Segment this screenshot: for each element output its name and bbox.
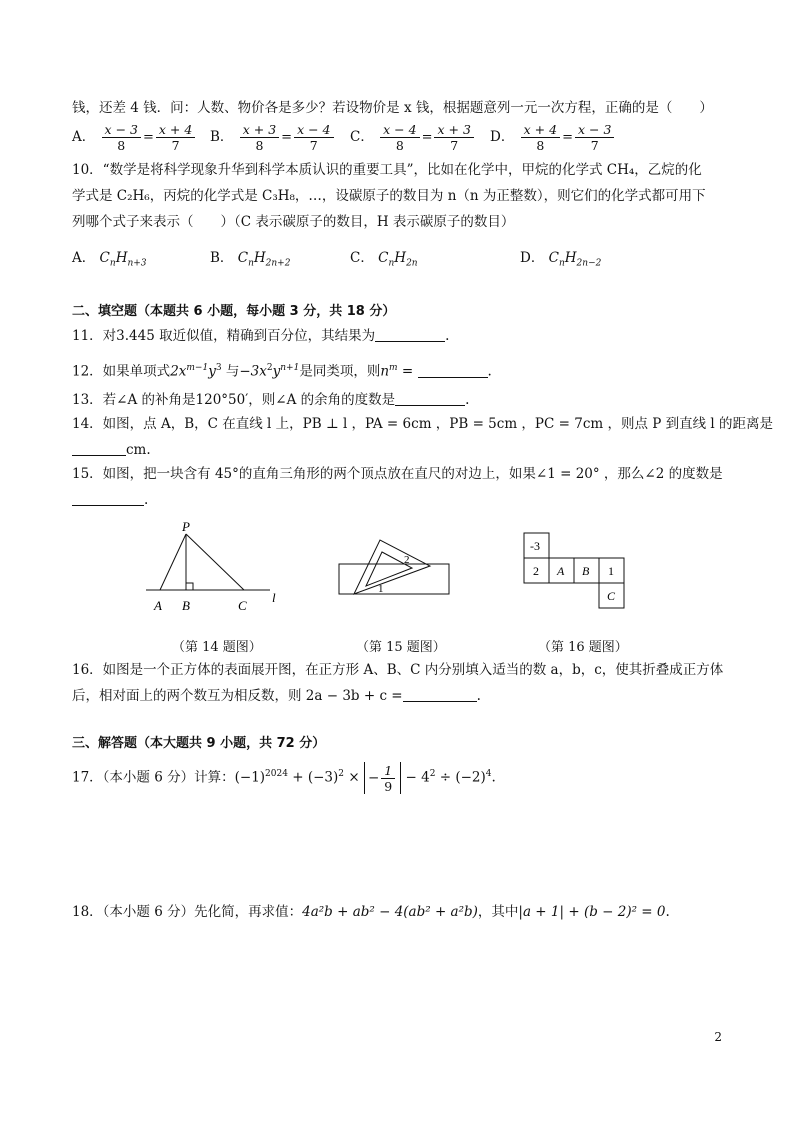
q12: 12．如果单项式$2x^{m-1}y^3$ 与$-3x^2y^{n+1}$是同类项，则$n^m$ = . — [72, 363, 492, 380]
section-2-title: 二、填空题（本题共 6 小题，每小题 3 分，共 18 分） — [72, 304, 396, 319]
fraction: $\frac{x + 4}{7}$ — [156, 122, 195, 153]
q10-option-c[interactable]: C． $C_nH_{2n}$ — [350, 250, 418, 269]
fraction: $\frac{1}{9}$ — [381, 763, 395, 794]
q9-option-c[interactable]: C． $\frac{x - 4}{8}$ = $\frac{x + 3}{7}$ — [350, 122, 476, 153]
fraction: $\frac{x - 4}{7}$ — [294, 122, 333, 153]
figure-14-caption: （第 14 题图） — [172, 640, 262, 655]
figure-15 — [334, 530, 454, 600]
q9-option-a[interactable]: A． $\frac{x - 3}{8}$ = $\frac{x + 4}{7}$ — [72, 122, 197, 153]
set-square-outer — [354, 540, 430, 594]
q15-line1: 15．如图，把一块含有 45°的直角三角形的两个顶点放在直尺的对边上，如果∠1 = 20° ，那么∠2 的度数是 — [72, 466, 723, 482]
answer-blank[interactable] — [395, 391, 465, 406]
fraction: $\frac{x - 4}{8}$ — [380, 122, 419, 153]
q10-line1: 10．“数学是将科学现象升华到科学本质认识的重要工具”，比如在化学中，甲烷的化学式 CH₄，乙烷的化 — [72, 162, 702, 178]
answer-blank[interactable] — [418, 363, 488, 378]
q13: 13．若∠A 的补角是120°50′，则∠A 的余角的度数是 . — [72, 392, 470, 408]
fraction: $\frac{x - 3}{8}$ — [102, 122, 141, 153]
q9-option-b[interactable]: B． $\frac{x + 3}{8}$ = $\frac{x - 4}{7}$ — [210, 122, 336, 153]
segment-pa — [160, 534, 186, 590]
figure-14 — [140, 520, 290, 620]
q10-line3: 列哪个式子来表示（ ）（C 表示碳原子的数目，H 表示碳原子的数目） — [72, 214, 515, 230]
cell-a-text: A — [557, 564, 565, 578]
section-3-title: 三、解答题（本大题共 9 小题，共 72 分） — [72, 736, 326, 751]
q9-text: 钱，还差 4 钱．问：人数、物价各是多少？若设物价是 x 钱，根据题意列一元一次方程，正确的是（ ） — [72, 100, 713, 116]
cell-2-text: 2 — [533, 564, 539, 578]
q14-line2: cm. — [72, 440, 151, 460]
fraction: $\frac{x + 3}{8}$ — [240, 122, 279, 153]
q9-option-d[interactable]: D． $\frac{x + 4}{8}$ = $\frac{x - 3}{7}$ — [490, 122, 616, 153]
label-c: C — [238, 598, 247, 613]
fraction: $\frac{x - 3}{7}$ — [575, 122, 614, 153]
segment-pc — [186, 534, 244, 590]
label-l: l — [272, 590, 276, 605]
q11: 11．对3.445 取近似值，精确到百分位，其结果为 . — [72, 328, 450, 344]
label-a: A — [154, 598, 162, 613]
page-number: 2 — [714, 1030, 722, 1044]
cell-b-text: B — [582, 564, 590, 578]
angle-2-label: 2 — [404, 554, 410, 566]
q10-option-d[interactable]: D． $C_nH_{2n-2}$ — [520, 250, 602, 269]
answer-blank[interactable] — [72, 491, 144, 506]
fraction: $\frac{x + 4}{8}$ — [521, 122, 560, 153]
angle-1-label: 1 — [378, 583, 384, 595]
right-angle-mark — [186, 583, 193, 590]
label-p: P — [182, 520, 190, 534]
q16-line1: 16．如图是一个正方体的表面展开图，在正方形 A、B、C 内分别填入适当的数 a，b，c，使其折叠成正方体 — [72, 662, 724, 678]
answer-blank[interactable] — [375, 327, 445, 342]
q14-line1: 14．如图，点 A，B，C 在直线 l 上，PB ⊥ l ，PA = 6cm ，PB = 5cm ，PC = 7cm ，则点 P 到直线 l 的距离是 — [72, 416, 774, 432]
q18: 18．（本小题 6 分）先化简，再求值：4a²b + ab² − 4(ab² + a²b)，其中|a + 1| + (b − 2)² = 0. — [72, 904, 670, 920]
q17: 17．（本小题 6 分）计算：$(-1)^{2024} + (-3)^2$ × − $\frac{1}{9}$ − $4^2 \div (-2)^4$. — [72, 762, 496, 794]
cell-top-text: -3 — [530, 539, 540, 553]
q16-line2: 后，相对面上的两个数互为相反数，则 2a − 3b + c = . — [72, 688, 481, 704]
figure-16-caption: （第 16 题图） — [538, 640, 628, 655]
q10-option-a[interactable]: A． $C_nH_{n+3}$ — [72, 250, 147, 269]
cell-1-text: 1 — [608, 564, 614, 578]
figure-16 — [520, 530, 632, 610]
fraction: $\frac{x + 3}{7}$ — [434, 122, 473, 153]
label-b: B — [182, 598, 190, 613]
q10-line2: 学式是 C₂H₆，丙烷的化学式是 C₃H₈，…，设碳原子的数目为 n（n 为正整数），则它们的化学式都可用下 — [72, 188, 706, 204]
cell-c-text: C — [607, 589, 616, 603]
q15-line2: . — [72, 490, 148, 510]
q10-option-b[interactable]: B． $C_nH_{2n+2}$ — [210, 250, 291, 269]
figure-15-caption: （第 15 题图） — [356, 640, 446, 655]
absolute-value: − $\frac{1}{9}$ — [364, 762, 401, 794]
answer-blank[interactable] — [72, 441, 126, 456]
answer-blank[interactable] — [403, 687, 477, 702]
